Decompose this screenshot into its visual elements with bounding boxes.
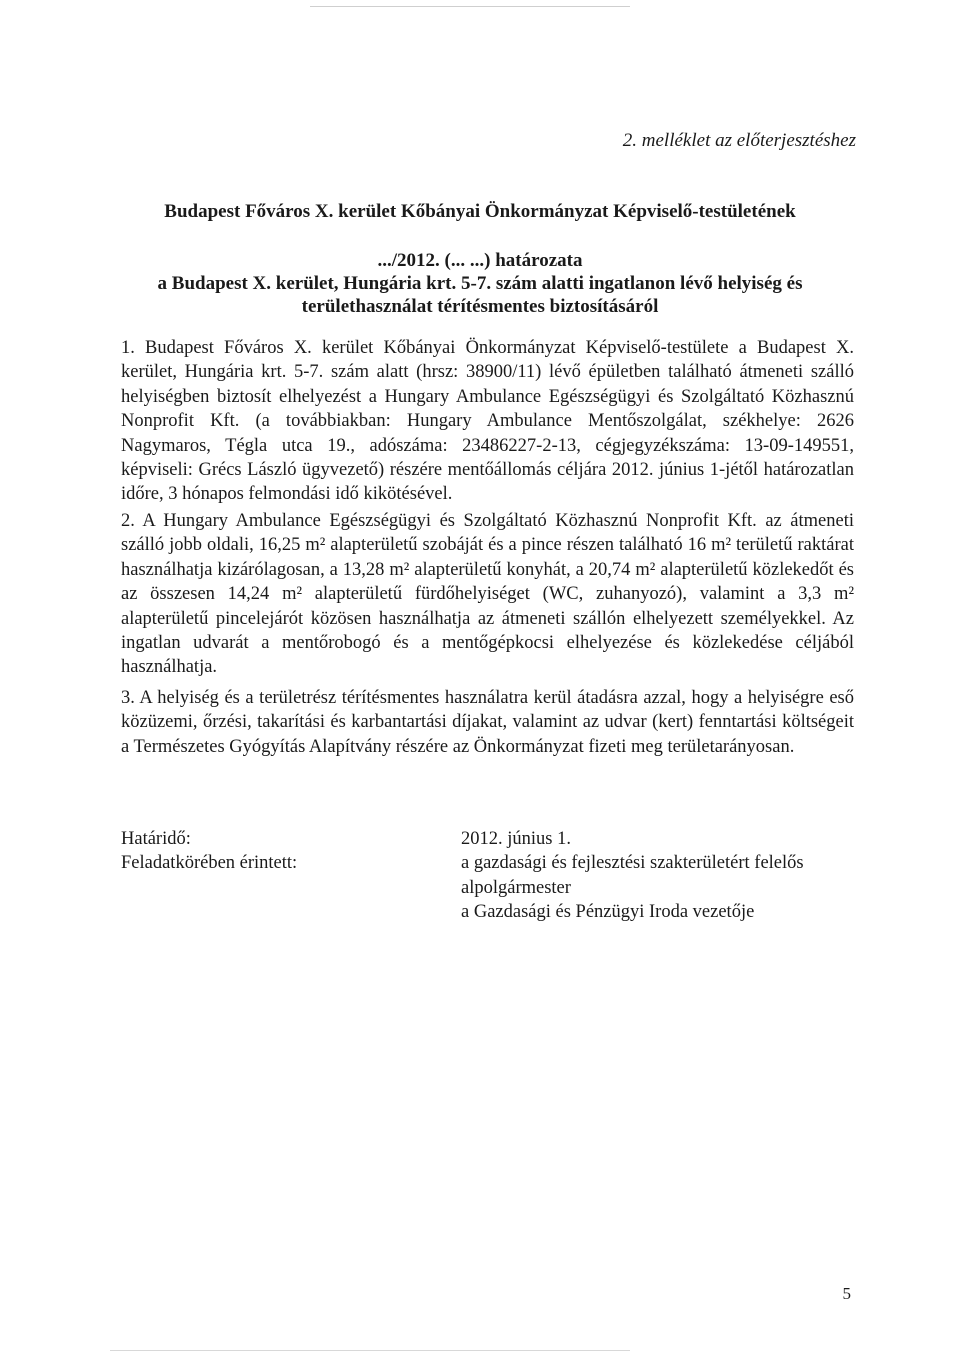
responsible-label: Feladatkörében érintett: [121,853,298,874]
page-number: 5 [842,1284,851,1303]
resolution-subject-line-1: a Budapest X. kerület, Hungária krt. 5-7. szám alatti ingatlanon lévő helyiség és [157,273,803,294]
deadline-label: Határidő: [121,829,191,849]
responsible-line-2: alpolgármester [461,877,571,898]
paragraph-2: 2. A Hungary Ambulance Egészségügyi és Szolgáltató Közhasznú Nonprofit Kft. az átmeneti szálló jobb oldali, 16,25 m² alapterületű szobáját és a pince részen található 16 m² területű raktárat használhatja kizárólagosan, a 13,28 m² alapterületű konyhát, a 20,74 m² alapterületű közlekedőt és az összesen 14,24 m² alapterületű fürdőhelyiséget (WC, zuhanyozó), valamint a 3,3 m² alapterületű pincelejárót közösen használhatja az átmeneti szállón elhelyezett személyekkel. Az ingatlan udvarát a mentőrobogó és a mentőgépkocsi elhelyezése és közlekedése céljából használhatja. [121,511,854,678]
paragraph-3: 3. A helyiség és a területrész térítésmentes használatra kerül átadásra azzal, hogy a helyiségre eső közüzemi, őrzési, takarítási és karbantartási díjakat, valamint az udvar (kert) fenntartási költségeit a Természetes Gyógyítás Alapítvány részére az Önkormányzat fizeti meg területarányosan. [121,688,854,757]
responsible-row [121,851,854,924]
responsible-value [461,851,854,924]
scan-edge-line [310,6,630,7]
responsible-line-1: a gazdasági és fejlesztési szakterületért felelős [461,853,804,874]
paragraph-1: 1. Budapest Főváros X. kerület Kőbányai Önkormányzat Képviselő-testülete a Budapest X. kerület, Hungária krt. 5-7. szám alatt (hrsz: 38900/11) lévő épületben található átmeneti szálló helyiségben biztosít elhelyezést a Hungary Ambulance Egészségügyi és Szolgáltató Közhasznú Nonprofit Kft. (a továbbiakban: Hungary Ambulance Mentőszolgálat, székhelye: 2626 Nagymaros, Tégla utca 19., adószáma: 23486227-2-13, cégjegyzékszáma: 13-09-149551, képviseli: Grécs László ügyvezető) részére mentőállomás céljára 2012. június 1-jétől határozatlan időre, 3 hónapos felmondási idő kikötésével. [121,338,854,505]
resolution-subject-line-2: területhasználat térítésmentes biztosításáról [301,296,659,317]
signoff-block [121,827,854,925]
responsible-line-3: a Gazdasági és Pénzügyi Iroda vezetője [461,902,755,923]
annex-label: 2. melléklet az előterjesztéshez [622,130,856,151]
deadline-row [121,827,854,851]
resolution-number: .../2012. (... ...) határozata [377,250,583,271]
resolution-title [120,249,840,318]
scan-edge-line-bottom [110,1350,630,1351]
issuer-heading: Budapest Főváros X. kerület Kőbányai Önkormányzat Képviselő-testületének [164,201,796,222]
deadline-value: 2012. június 1. [461,829,571,849]
